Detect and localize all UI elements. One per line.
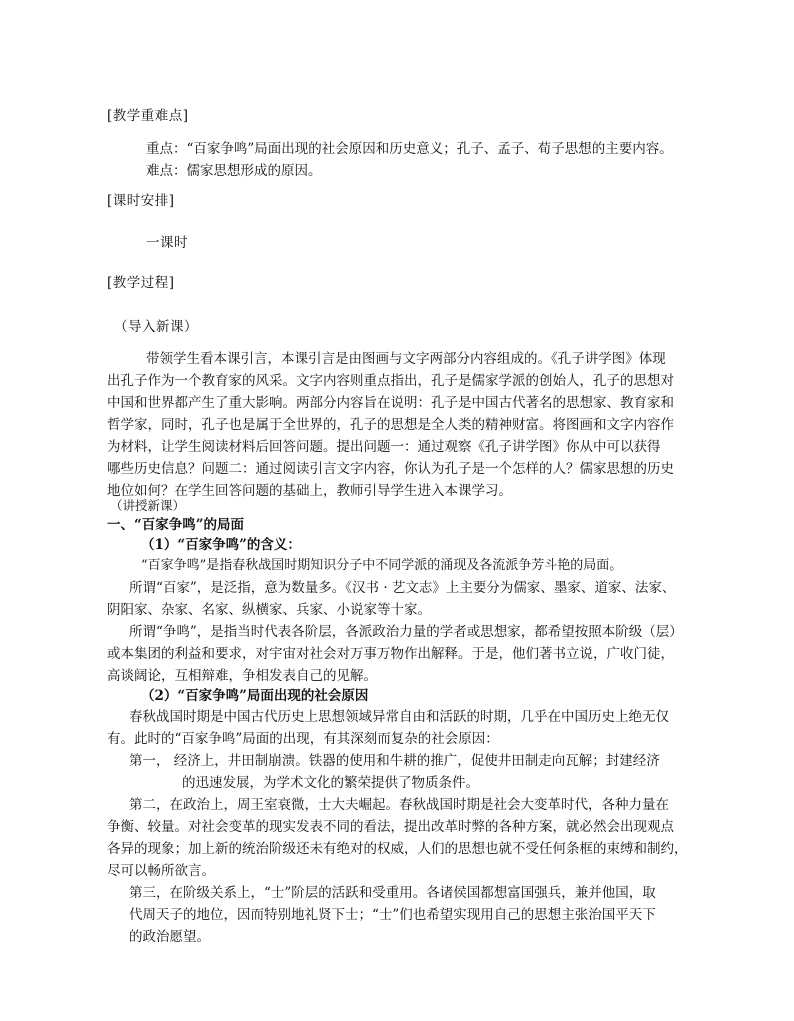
intro-line: 哲学家，同时，孔子也是属于全世界的，孔子的思想是全人类的精神财富。将图画和文字内容作 [107,417,674,433]
intro-line: 为材料，让学生阅读材料后回答问题。提出问题一：通过观察《孔子讲学图》你从中可以获得 [107,439,661,455]
reason3-line: 第三，在阶级关系上，“士”阶层的活跃和受重用。各诸侯国都想富国强兵，兼并他国，取 [129,885,656,901]
sub2-title: （2）“百家争鸣”局面出现的社会原因 [141,688,369,704]
zhengming-line: 或本集团的利益和要求，对宇宙对社会对万事万物作出解释。于是，他们著书立说，广收门徒， [107,646,674,662]
sub2-intro-line: 有。此时的“百家争鸣”局面的出现，有其深刻而复杂的社会原因： [107,731,499,747]
reason1-line: 的迅速发展，为学术文化的繁荣提供了物质条件。 [182,775,479,791]
sub1-title: （1）“百家争鸣”的含义： [141,537,301,553]
zhengming-line: 高谈阔论，互相辩难，争相发表自己的见解。 [107,668,377,684]
schedule-heading: [课时安排] [107,193,175,209]
reason3-line: 代周天子的地位，因而特别地礼贤下士；“士”们也希望实现用自己的思想主张治国平天下 [129,907,656,923]
intro-line: 带领学生看本课引言，本课引言是由图画与文字两部分内容组成的。《孔子讲学图》体现 [146,351,666,367]
intro-line: 出孔子作为一个教育家的风采。文字内容则重点指出，孔子是儒家学派的创始人，孔子的思想对 [107,373,674,389]
baijia-line: 阴阳家、杂家、名家、纵横家、兵家、小说家等十家。 [107,602,431,618]
intro-line: 地位如何？在学生回答问题的基础上，教师引导学生进入本课学习。 [107,483,512,499]
schedule-value: 一课时 [146,235,188,251]
reason3-line: 的政治愿望。 [129,929,210,945]
key-points-heading: [教学重难点] [107,108,189,124]
difficult-point: 难点：儒家思想形成的原因。 [146,163,322,179]
reason2-line: 第二，在政治上，周王室衰微，士大夫崛起。春秋战国时期是社会大变革时代，各种力量在 [129,797,669,813]
reason2-line: 尽可以畅所欲言。 [107,863,215,879]
sub1-definition: “百家争鸣”是指春秋战国时期知识分子中不同学派的涌现及各流派争芳斗艳的局面。 [141,558,623,573]
reason2-line: 各异的现象；加上新的统治阶级还未有绝对的权威，人们的思想也就不受任何条框的束缚和制约， [107,841,688,857]
process-heading: [教学过程] [107,275,175,291]
reason1-line: 第一， 经济上，井田制崩溃。铁器的使用和牛耕的推广，促使井田制走向瓦解；封建经济 [129,753,660,769]
new-lesson-label: （讲授新课） [110,498,186,513]
intro-line: 中国和世界都产生了重大影响。两部分内容旨在说明：孔子是中国古代著名的思想家、教育家和 [107,395,674,411]
zhengming-line: 所谓“争鸣”，是指当时代表各阶层，各派政治力量的学者或思想家，都希望按照本阶级（层） [129,624,683,640]
part1-title: 一、“百家争鸣”的局面 [107,517,245,533]
reason2-line: 争衡、较量。对社会变革的现实发表不同的看法，提出改革时弊的各种方案，就必然会出现观点 [107,819,674,835]
sub2-intro-line: 春秋战国时期是中国古代历史上思想领域异常自由和活跃的时期，几乎在中国历史上绝无仅 [129,709,669,725]
key-point: 重点：“百家争鸣”局面出现的社会原因和历史意义；孔子、孟子、荀子思想的主要内容。 [146,141,673,157]
baijia-line: 所谓“百家”，是泛指，意为数量多。《汉书 · 艺文志》上主要分为儒家、墨家、道家、法家、 [129,580,676,596]
intro-label: （导入新课） [114,319,198,335]
intro-line: 哪些历史信息？问题二：通过阅读引言文字内容，你认为孔子是一个怎样的人？儒家思想的历史 [107,461,674,477]
